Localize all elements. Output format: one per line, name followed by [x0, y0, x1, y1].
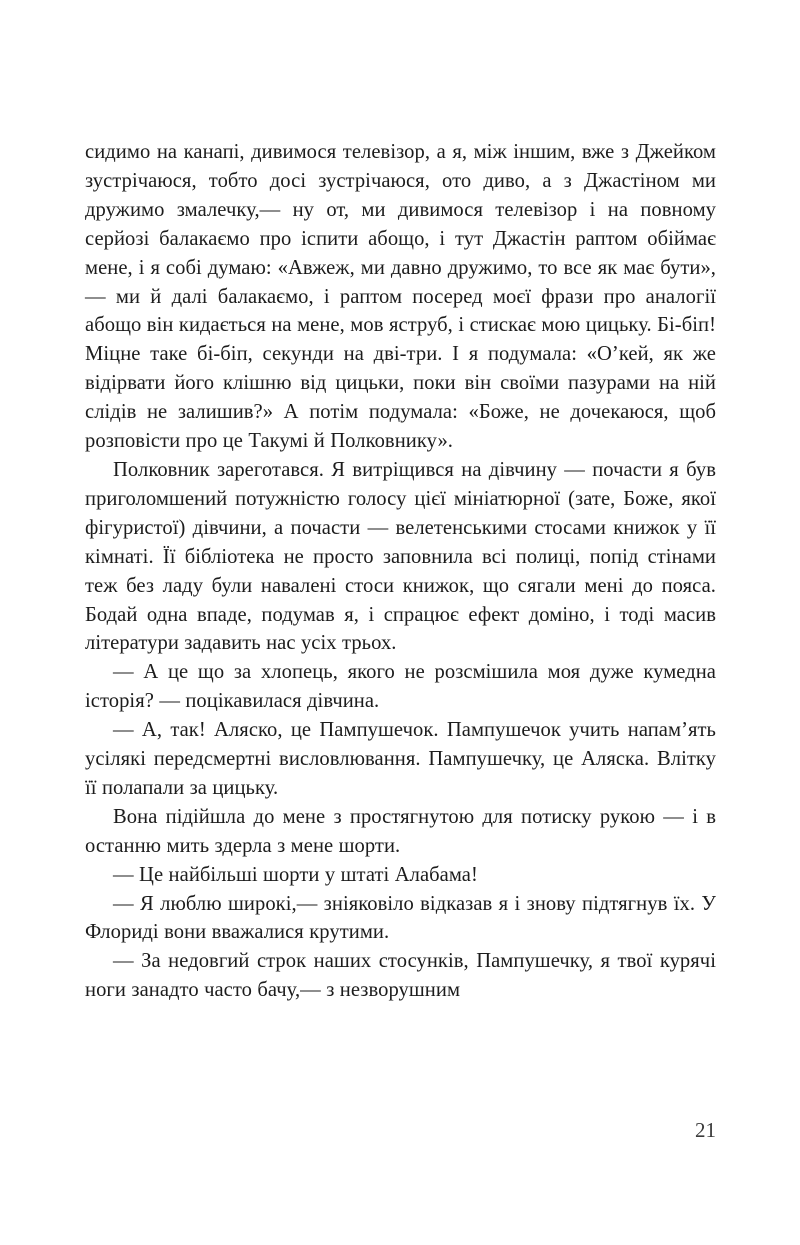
paragraph-1: сидимо на канапі, дивимося телевізор, а я, між іншим, вже з Джейком зустрічаюся, тобто досі зустрічаюся, ото диво, а з Джастіном ми дружимо змалечку,— ну от, ми дивимося телевізор і на повному серйозі балакаємо про іспити абощо, і тут Джастін раптом обіймає мене, і я собі думаю: «Авжеж, ми давно дружимо, то все як має бути»,— ми й далі балакаємо, і раптом посеред моєї фрази про аналогії абощо він кидається на мене, мов яструб, і стискає мою цицьку. Бі-біп! Міцне таке бі-біп, секунди на дві-три. І я подумала: «О’кей, як же відірвати його клішню від цицьки, поки він своїми пазурами на ній слідів не залишив?» А потім подумала: «Боже, не дочекаюся, щоб розповісти про це Такумі й Полковнику». — [85, 141, 716, 453]
paragraph-7-dialogue: — Я люблю широкі,— зніяковіло відказав я і знову підтягнув їх. У Флориді вони вважалися крутими. — [85, 892, 716, 944]
paragraph-8-dialogue: — За недовгий строк наших стосунків, Пампушечку, я твої курячі ноги занадто часто бачу,— з незворушним — [85, 950, 716, 1002]
page-text-block — [85, 138, 716, 1005]
paragraph-3-dialogue: — А це що за хлопець, якого не розсмішила моя дуже кумедна історія? — поцікавилася дівчина. — [85, 661, 716, 713]
paragraph-2: Полковник зареготався. Я витріщився на дівчину — почасти я був приголомшений потужністю голосу цієї мініатюрної (зате, Боже, якої фігуристої) дівчини, а почасти — велетенськими стосами книжок у її кімнаті. Її бібліотека не просто заповнила всі полиці, попід стінами теж без ладу були навалені стоси книжок, що сягали мені до пояса. Бодай одна впаде, подумав я, і спрацює ефект доміно, і тоді масив літератури задавить нас усіх трьох. — [85, 458, 716, 655]
paragraph-4-dialogue: — А, так! Аляско, це Пампушечок. Пампушечок учить напам’ять усілякі передсмертні висловлювання. Пампушечку, це Аляска. Влітку її полапали за цицьку. — [85, 719, 716, 799]
paragraph-5: Вона підійшла до мене з простягнутою для потиску рукою — і в останню мить здерла з мене шорти. — [85, 805, 716, 857]
page-number: 21 — [695, 1118, 716, 1142]
paragraph-6-dialogue: — Це найбільші шорти у штаті Алабама! — [113, 863, 478, 886]
